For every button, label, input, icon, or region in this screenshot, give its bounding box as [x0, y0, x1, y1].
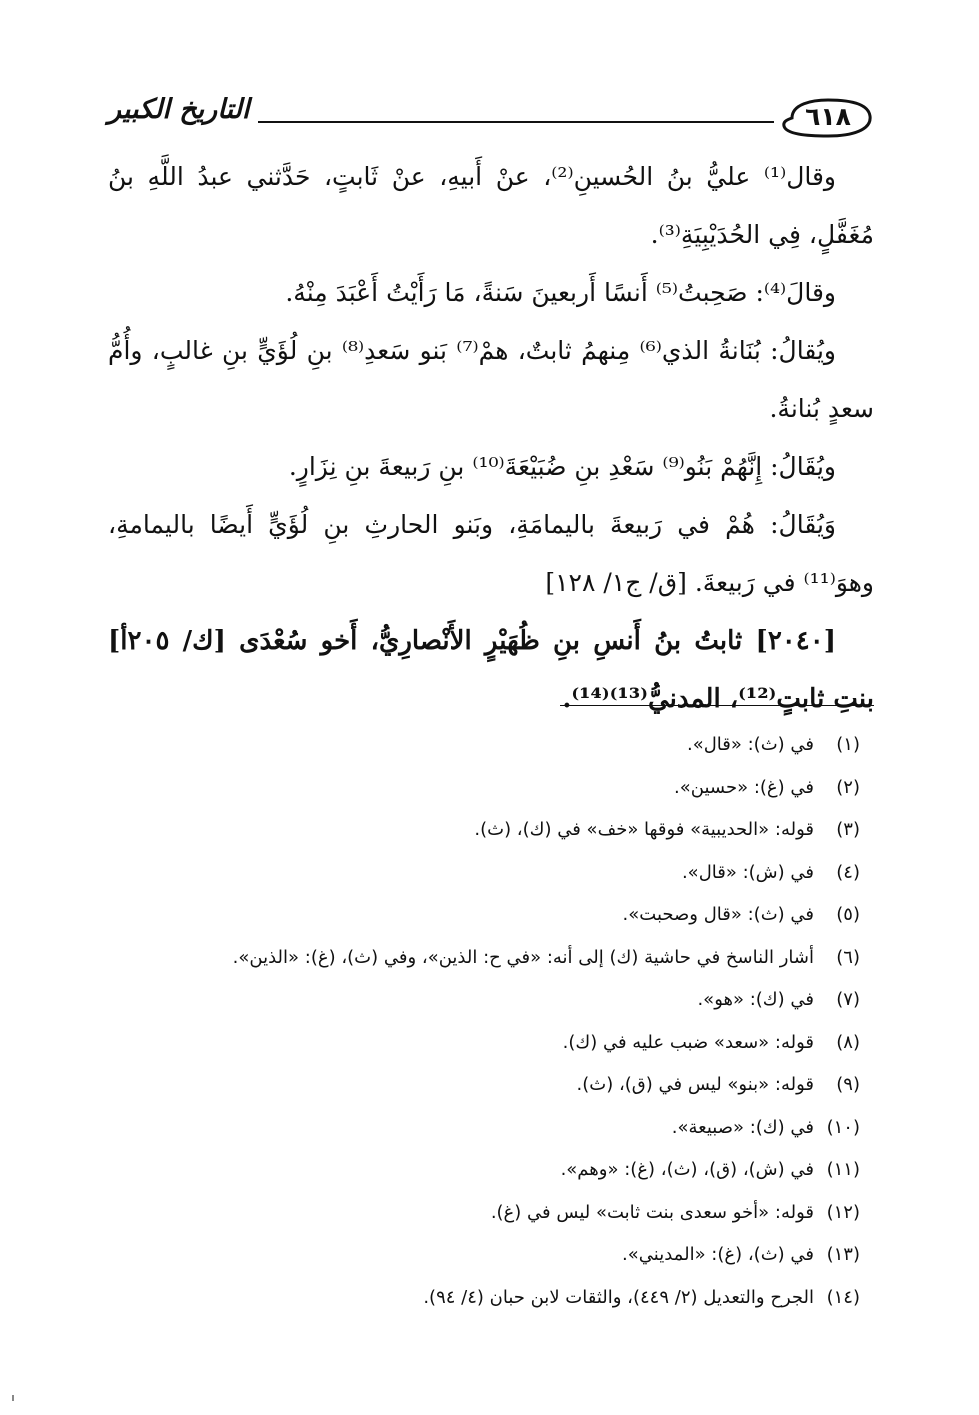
footnote-item	[108, 852, 874, 895]
footnote-text: أشار الناسخ في حاشية (ك) إلى أنه: «في ح: الذين»، وفي (ث)، (غ): «الذين».	[232, 946, 814, 968]
footnote-item	[108, 809, 874, 852]
footnote-item	[108, 1149, 874, 1192]
footnote-item	[108, 1277, 874, 1320]
paragraph: ويُقَالُ: إِنَّهُمْ بَنُو⁽⁹⁾ سَعْدِ بنِ ضُبَيْعَةَ⁽¹⁰⁾ بنِ رَبيعةَ بنِ نِزَارٍ.	[288, 452, 836, 481]
header-rule	[258, 121, 774, 123]
footnote-text: قوله: «سعد» ضبب عليه في (ك).	[562, 1031, 814, 1053]
running-header	[108, 88, 874, 144]
footnote-number: (١٤)	[826, 1286, 860, 1308]
footnote-number: (١)	[836, 734, 860, 755]
footnotes	[108, 724, 874, 1319]
footnote-number: (٦)	[836, 946, 860, 968]
footnote-number: (٨)	[836, 1031, 860, 1053]
footnote-item	[108, 724, 874, 767]
biography-entry-heading: [٢٠٤٠] ثابتُ بنُ أَنسِ بنِ ظُهَيْرٍ الأَنْصارِيُّ، أَخو سُعْدَى [ك/ ٢٠٥أ] بنتِ ثابتٍ⁽¹²⁾، المدنيُّ⁽¹³⁾⁽¹⁴⁾.	[108, 626, 874, 714]
paragraph: ويُقالُ: بُنَانةُ الذي⁽⁶⁾ مِنهمُ ثابتٌ، همْ⁽⁷⁾ بَنو سَعدِ⁽⁸⁾ بنِ لُؤَيٍّ بنِ غالبٍ، وأُمُّ سعدٍ بُنانةُ.	[108, 336, 874, 423]
footnote-text: في (ك): «هو».	[697, 989, 814, 1010]
footnote-text: الجرح والتعديل (٢/ ٤٤٩)، والثقات لابن حبان (٤/ ٩٤).	[423, 1286, 814, 1308]
footnote-number: (٧)	[836, 989, 860, 1010]
paragraph: وقالَ⁽⁴⁾: صَحِبتُ⁽⁵⁾ أَنسًا أَربعينَ سَنةً، مَا رَأَيْتُ أَعْبَدَ مِنْهُ.	[285, 278, 836, 307]
footnote-text: في (ث)، (غ): «المديني».	[622, 1244, 814, 1265]
footnote-number: (١٢)	[826, 1201, 860, 1223]
footnote-number: (١٣)	[826, 1244, 860, 1265]
footnote-item	[108, 767, 874, 810]
book-title: التاريخ الكبير	[108, 94, 250, 125]
footnote-number: (١١)	[826, 1159, 860, 1180]
footnote-text: في (ش)، (ق)، (ث)، (غ): «وهم».	[560, 1159, 814, 1180]
footnote-number: (٥)	[836, 904, 860, 925]
footnote-text: في (ش): «قال».	[681, 861, 814, 883]
footnote-text: في (ك): «صبيعة».	[671, 1116, 814, 1138]
footnote-separator	[560, 705, 874, 706]
footnote-number: (١٠)	[826, 1116, 860, 1138]
footnote-text: في (غ): «حسين».	[674, 776, 814, 798]
footnote-item	[108, 894, 874, 937]
footnote-text: في (ث): «قال وصحبت».	[622, 904, 814, 925]
scan-margin-mark	[12, 1395, 14, 1401]
footnote-number: (٩)	[836, 1074, 860, 1095]
footnote-item	[108, 937, 874, 980]
paragraph: وَيُقَالُ: هُمْ في رَبيعةَ باليمامَةِ، وبَنو الحارثِ بنِ لُؤَيٍّ أَيضًا باليمامةِ، وهوَ⁽¹¹⁾ في رَبيعةَ. [ق/ ج١/ ١٢٨]	[108, 510, 874, 597]
footnote-number: (٤)	[836, 861, 860, 883]
footnote-text: قوله: «الحديبية» فوقها «خف» في (ك)، (ث).	[474, 819, 814, 840]
main-text	[108, 148, 874, 728]
page-number-ornament	[782, 96, 874, 140]
footnote-item	[108, 1192, 874, 1235]
page-number: ٦١٨	[805, 102, 851, 131]
footnote-number: (٢)	[836, 776, 860, 798]
footnote-item	[108, 1022, 874, 1065]
footnote-item	[108, 1234, 874, 1277]
footnote-text: قوله: «أخو سعدى بنت ثابت» ليس في (غ).	[490, 1201, 814, 1223]
footnote-item	[108, 1064, 874, 1107]
footnote-text: قوله: «بنو» ليس في (ق)، (ث).	[576, 1074, 814, 1095]
footnote-text: في (ث): «قال».	[686, 734, 814, 755]
footnote-item	[108, 979, 874, 1022]
footnote-item	[108, 1107, 874, 1150]
footnote-number: (٣)	[836, 819, 860, 840]
paragraph: وقال⁽¹⁾ عليُّ بنُ الحُسينِ⁽²⁾، عنْ أَبيهِ، عنْ ثَابتٍ، حَدَّثني عبدُ اللَّهِ بنُ مُغَفَّلٍ، فِي الحُدَيْبِيَةِ⁽³⁾.	[108, 162, 874, 249]
